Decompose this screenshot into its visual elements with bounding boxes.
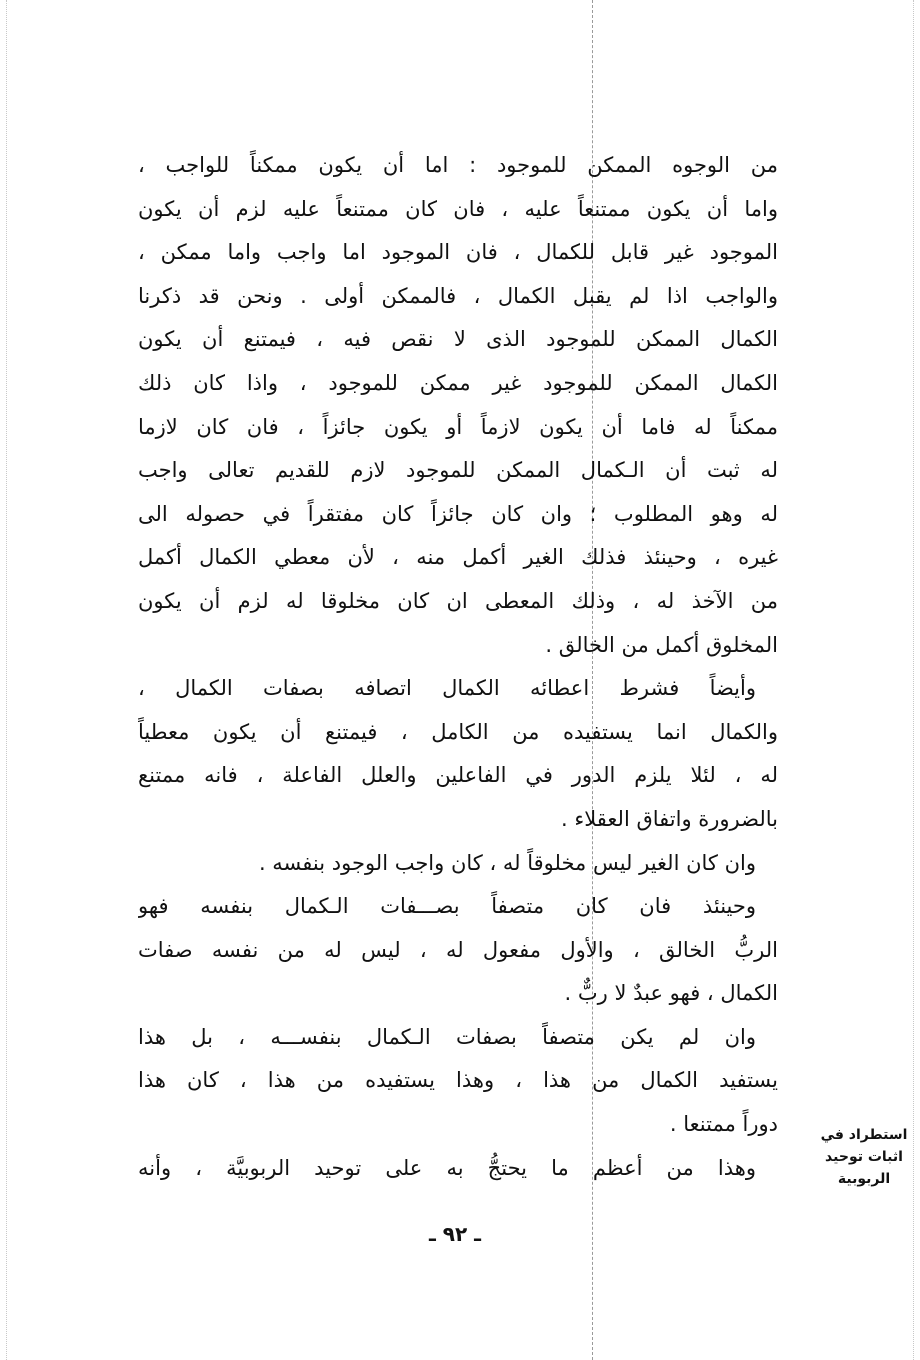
text-line: واما أن يكون ممتنعاً عليه ، فان كان ممتنعاً عليه لزم أن يكون [138, 196, 778, 221]
text-line: له وهو المطلوب ؛ وان كان جائزاً كان مفتقراً في حصوله الى [138, 501, 778, 526]
text-line: له ثبت أن الـكمال الممكن للموجود لازم للقديم تعالى واجب [138, 458, 778, 483]
text-line: له ، لئلا يلزم الدور في الفاعلين والعلل الفاعلة ، فانه ممتنع [138, 763, 778, 788]
text-line: الربُّ الخالق ، والأول مفعول له ، ليس له من نفسه صفات [138, 937, 778, 962]
margin-note-line: اثبات توحيد [825, 1149, 903, 1165]
text-line: الكمال ، فهو عبدٌ لا ربٌّ . [564, 981, 778, 1006]
page-number: ـ ٩٢ ـ [428, 1222, 482, 1246]
scan-edge-right [913, 0, 914, 1360]
text-line: الكمال الممكن للموجود غير ممكن للموجود ، واذا كان ذلك [138, 370, 778, 395]
margin-note-line: استطراد في [820, 1127, 908, 1143]
margin-note [818, 1124, 910, 1190]
text-line: الموجود غير قابل للكمال ، فان الموجود اما واجب واما ممكن ، [138, 240, 778, 265]
text-line: من الآخذ له ، وذلك المعطى ان كان مخلوقا له لزم أن يكون [138, 588, 778, 613]
scan-edge-left [6, 0, 7, 1360]
text-line: الكمال الممكن للموجود الذى لا نقص فيه ، فيمتنع أن يكون [138, 327, 778, 352]
text-line: دوراً ممتنعا . [669, 1112, 778, 1137]
text-line: وان لم يكن متصفاً بصفات الـكمال بنفســـه ، بل هذا [138, 1024, 756, 1049]
body-text [138, 144, 778, 1190]
text-line: المخلوق أكمل من الخالق . [545, 632, 778, 657]
text-line: وهذا من أعظم ما يحتجُّ به على توحيد الربوبيَّة ، وأنه [138, 1155, 756, 1180]
text-line: والواجب اذا لم يقبل الكمال ، فالممكن أولى . ونحن قد ذكرنا [138, 283, 778, 308]
text-line: غيره ، وحينئذ فذلك الغير أكمل منه ، لأن معطي الكمال أكمل [138, 545, 778, 570]
text-line: بالضرورة واتفاق العقلاء . [561, 806, 778, 831]
text-line: يستفيد الكمال من هذا ، وهذا يستفيده من هذا ، كان هذا [138, 1068, 778, 1093]
margin-note-line: الربوبية [837, 1171, 891, 1187]
text-line: وأيضاً فشرط اعطائه الكمال اتصافه بصفات الكمال ، [138, 676, 756, 701]
text-line: وان كان الغير ليس مخلوقاً له ، كان واجب الوجود بنفسه . [258, 850, 756, 875]
text-line: ممكناً له فاما أن يكون لازماً أو يكون جائزاً ، فان كان لازما [138, 414, 778, 439]
text-line: وحينئذ فان كان متصفاً بصـــفات الـكمال بنفسه فهو [138, 894, 756, 919]
text-line: من الوجوه الممكن للموجود : اما أن يكون ممكناً للواجب ، [138, 153, 778, 177]
text-line: والكمال انما يستفيده من الكامل ، فيمتنع أن يكون معطياً [138, 719, 778, 744]
